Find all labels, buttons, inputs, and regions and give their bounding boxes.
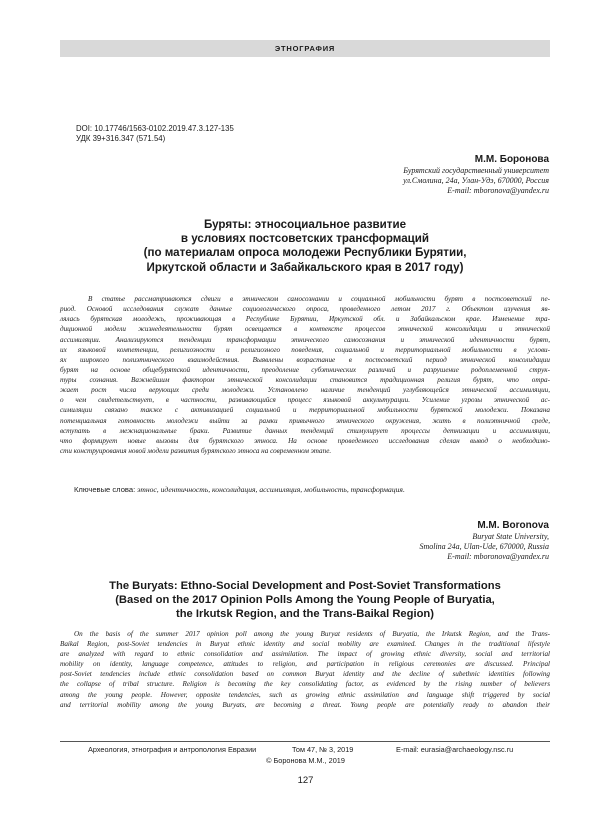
abstract-line: and territorial mobility among the young Buryats, are becoming a threat. Young people are potentially ready to abandon their bbox=[60, 700, 550, 709]
title-line: в условиях постсоветских трансформаций bbox=[180, 232, 430, 246]
doi: DOI: 10.17746/1563-0102.2019.47.3.127-135 bbox=[76, 124, 234, 133]
abstract-line: диционной модели жизнедеятельности бурят освещается в контексте процессов этнической консолидации и этнической bbox=[60, 325, 550, 334]
footer-email: E-mail: eurasia@archaeology.nsc.ru bbox=[396, 745, 514, 754]
abstract-line: потенциальная готовность молодежи выйти за рамки привычного этнического окружения, жить в полиэтничной среде, bbox=[60, 416, 550, 425]
author-email-ru: E-mail: mboronova@yandex.ru bbox=[447, 186, 549, 195]
author-address-ru: ул.Смолина, 24а, Улан-Удэ, 670000, Россия bbox=[403, 176, 549, 185]
abstract-line: симиляции связано также с активизацией социальной и территориальной мобильности бурятской молодежи. Показана bbox=[60, 406, 550, 415]
abstract-line: the collapse of tribal structure. Religion is becoming the key consolidating factor, as evidenced by the rising number of believers bbox=[60, 680, 550, 689]
footer-journal: Археология, этнография и антропология Евразии bbox=[88, 745, 257, 754]
abstract-line: туры сознания. Важнейшим фактором этнической консолидации становится традиционная религия бурят, что отра- bbox=[60, 376, 550, 384]
abstract-line: о чем свидетельствует, в частности, развивающийся процесс языковой аккультурации. Усиление угрозы этнической ас- bbox=[60, 396, 550, 405]
section-title: ЭТНОГРАФИЯ bbox=[274, 44, 336, 53]
udk: УДК 39+316.347 (571.54) bbox=[76, 134, 166, 143]
abstract-line: Baikal Region, post-Soviet tendencies in Buryat ethnic identity and social mobility are examined. Changes in the traditional lifestyle bbox=[60, 640, 550, 649]
abstract-line: бурят на основе общебурятской идентичности, преодоление субэтнических различий и разрушение родоплеменной струк- bbox=[60, 365, 550, 374]
footer-volume: Том 47, № 3, 2019 bbox=[292, 745, 354, 754]
article-title-en bbox=[60, 579, 550, 622]
abstract-line: что формирует новые вызовы для бурятского этноса. На основе проведенного исследования сделан вывод о необходимо- bbox=[60, 436, 550, 445]
abstract-line: ях широкого полиэтнического взаимодействия. Выявлены возрастание в постсоветский период этнической консолидации bbox=[60, 355, 550, 364]
article-meta bbox=[76, 124, 234, 144]
page-number: 127 bbox=[297, 775, 314, 786]
abstract-line: В статье рассматриваются сдвиги в этническом самосознании и социальной мобильности бурят в постсоветский пе- bbox=[88, 295, 550, 303]
abstract-line: сти конструирования новой модели развития бурятского этноса на современном этапе. bbox=[60, 446, 332, 455]
author-email-en: E-mail: mboronova@yandex.ru bbox=[447, 552, 549, 561]
abstract-en bbox=[60, 629, 550, 710]
author-name-ru: М.М. Боронова bbox=[474, 154, 549, 165]
author-affiliation-ru: Бурятский государственный университет bbox=[403, 166, 549, 175]
footer-copyright: © Боронова М.М., 2019 bbox=[266, 756, 345, 765]
abstract-line: are analyzed with regard to ethnic consolidation and assimilation. The impact of growing ethnic diversity, social and territorial bbox=[60, 650, 550, 659]
author-block-en bbox=[249, 519, 549, 562]
abstract-line: риод. Основой исследования служат данные социологического опроса, проведенного летом 2017 г. Объектом изучения яв- bbox=[60, 305, 550, 314]
title-line: Буряты: этносоциальное развитие bbox=[203, 218, 407, 231]
footer-divider bbox=[60, 741, 550, 742]
abstract-line: post-Soviet tendencies include ethnic consolidation based on common Buryat identity and the decline of subethnic identities following bbox=[60, 670, 550, 679]
author-affiliation-en: Buryat State University, bbox=[472, 532, 549, 541]
article-title-ru bbox=[60, 218, 550, 275]
section-header-bar bbox=[60, 40, 550, 57]
abstract-line: их языковой компетенции, религиозности и религиозного поведения, социальной и территориальной мобильности в услови- bbox=[60, 345, 550, 354]
title-line: The Buryats: Ethno-Social Development and Post-Soviet Transformations bbox=[109, 580, 501, 592]
author-name-en: M.M. Boronova bbox=[477, 520, 549, 531]
abstract-line: лялась бурятская молодежь, проживающая в Республике Бурятии, Иркутской обл. и Забайкальском крае. Изменение тра- bbox=[60, 315, 550, 324]
title-line: Иркутской области и Забайкальского края в 2017 году) bbox=[146, 260, 464, 274]
abstract-line: among the young people. However, opposite tendencies, such as growing ethnic assimilation and language shift triggered by social bbox=[60, 690, 550, 699]
title-line: (Based on the 2017 Opinion Polls Among the Young People of Buryatia, bbox=[115, 594, 495, 607]
abstract-line: ассимиляции. Анализируются тенденции трансформации этнического самосознания и этнической идентичности бурят, bbox=[60, 335, 550, 344]
title-line: the Irkutsk Region, and the Trans-Baikal Region) bbox=[176, 608, 434, 621]
abstract-line: On the basis of the summer 2017 opinion poll among the young Buryat residents of Buryatia, the Irkutsk Region, and the Trans- bbox=[74, 630, 550, 638]
abstract-line: вступать в межнациональные браки. Развитие данных тенденций стимулирует процессы детнизации и ассимиляции, bbox=[60, 426, 550, 435]
keywords-text: этнос, идентичность, консолидация, ассимиляция, мобильность, трансформация. bbox=[137, 485, 405, 494]
keywords-label: Ключевые слова: bbox=[74, 485, 136, 494]
abstract-line: mobility on identity, language competence, attitudes to religion, and participation in religious ceremonies are discussed. Principal bbox=[60, 660, 550, 669]
title-line: (по материалам опроса молодежи Республики Бурятии, bbox=[143, 246, 467, 260]
abstract-ru bbox=[60, 294, 550, 456]
abstract-line: жает рост числа верующих среди молодежи. Установлено наличие тенденций углубляющейся этнической ассимиляции, bbox=[60, 386, 550, 395]
keywords-ru bbox=[74, 485, 554, 495]
author-address-en: Smolina 24a, Ulan-Ude, 670000, Russia bbox=[419, 542, 549, 551]
author-block-ru bbox=[249, 153, 549, 196]
